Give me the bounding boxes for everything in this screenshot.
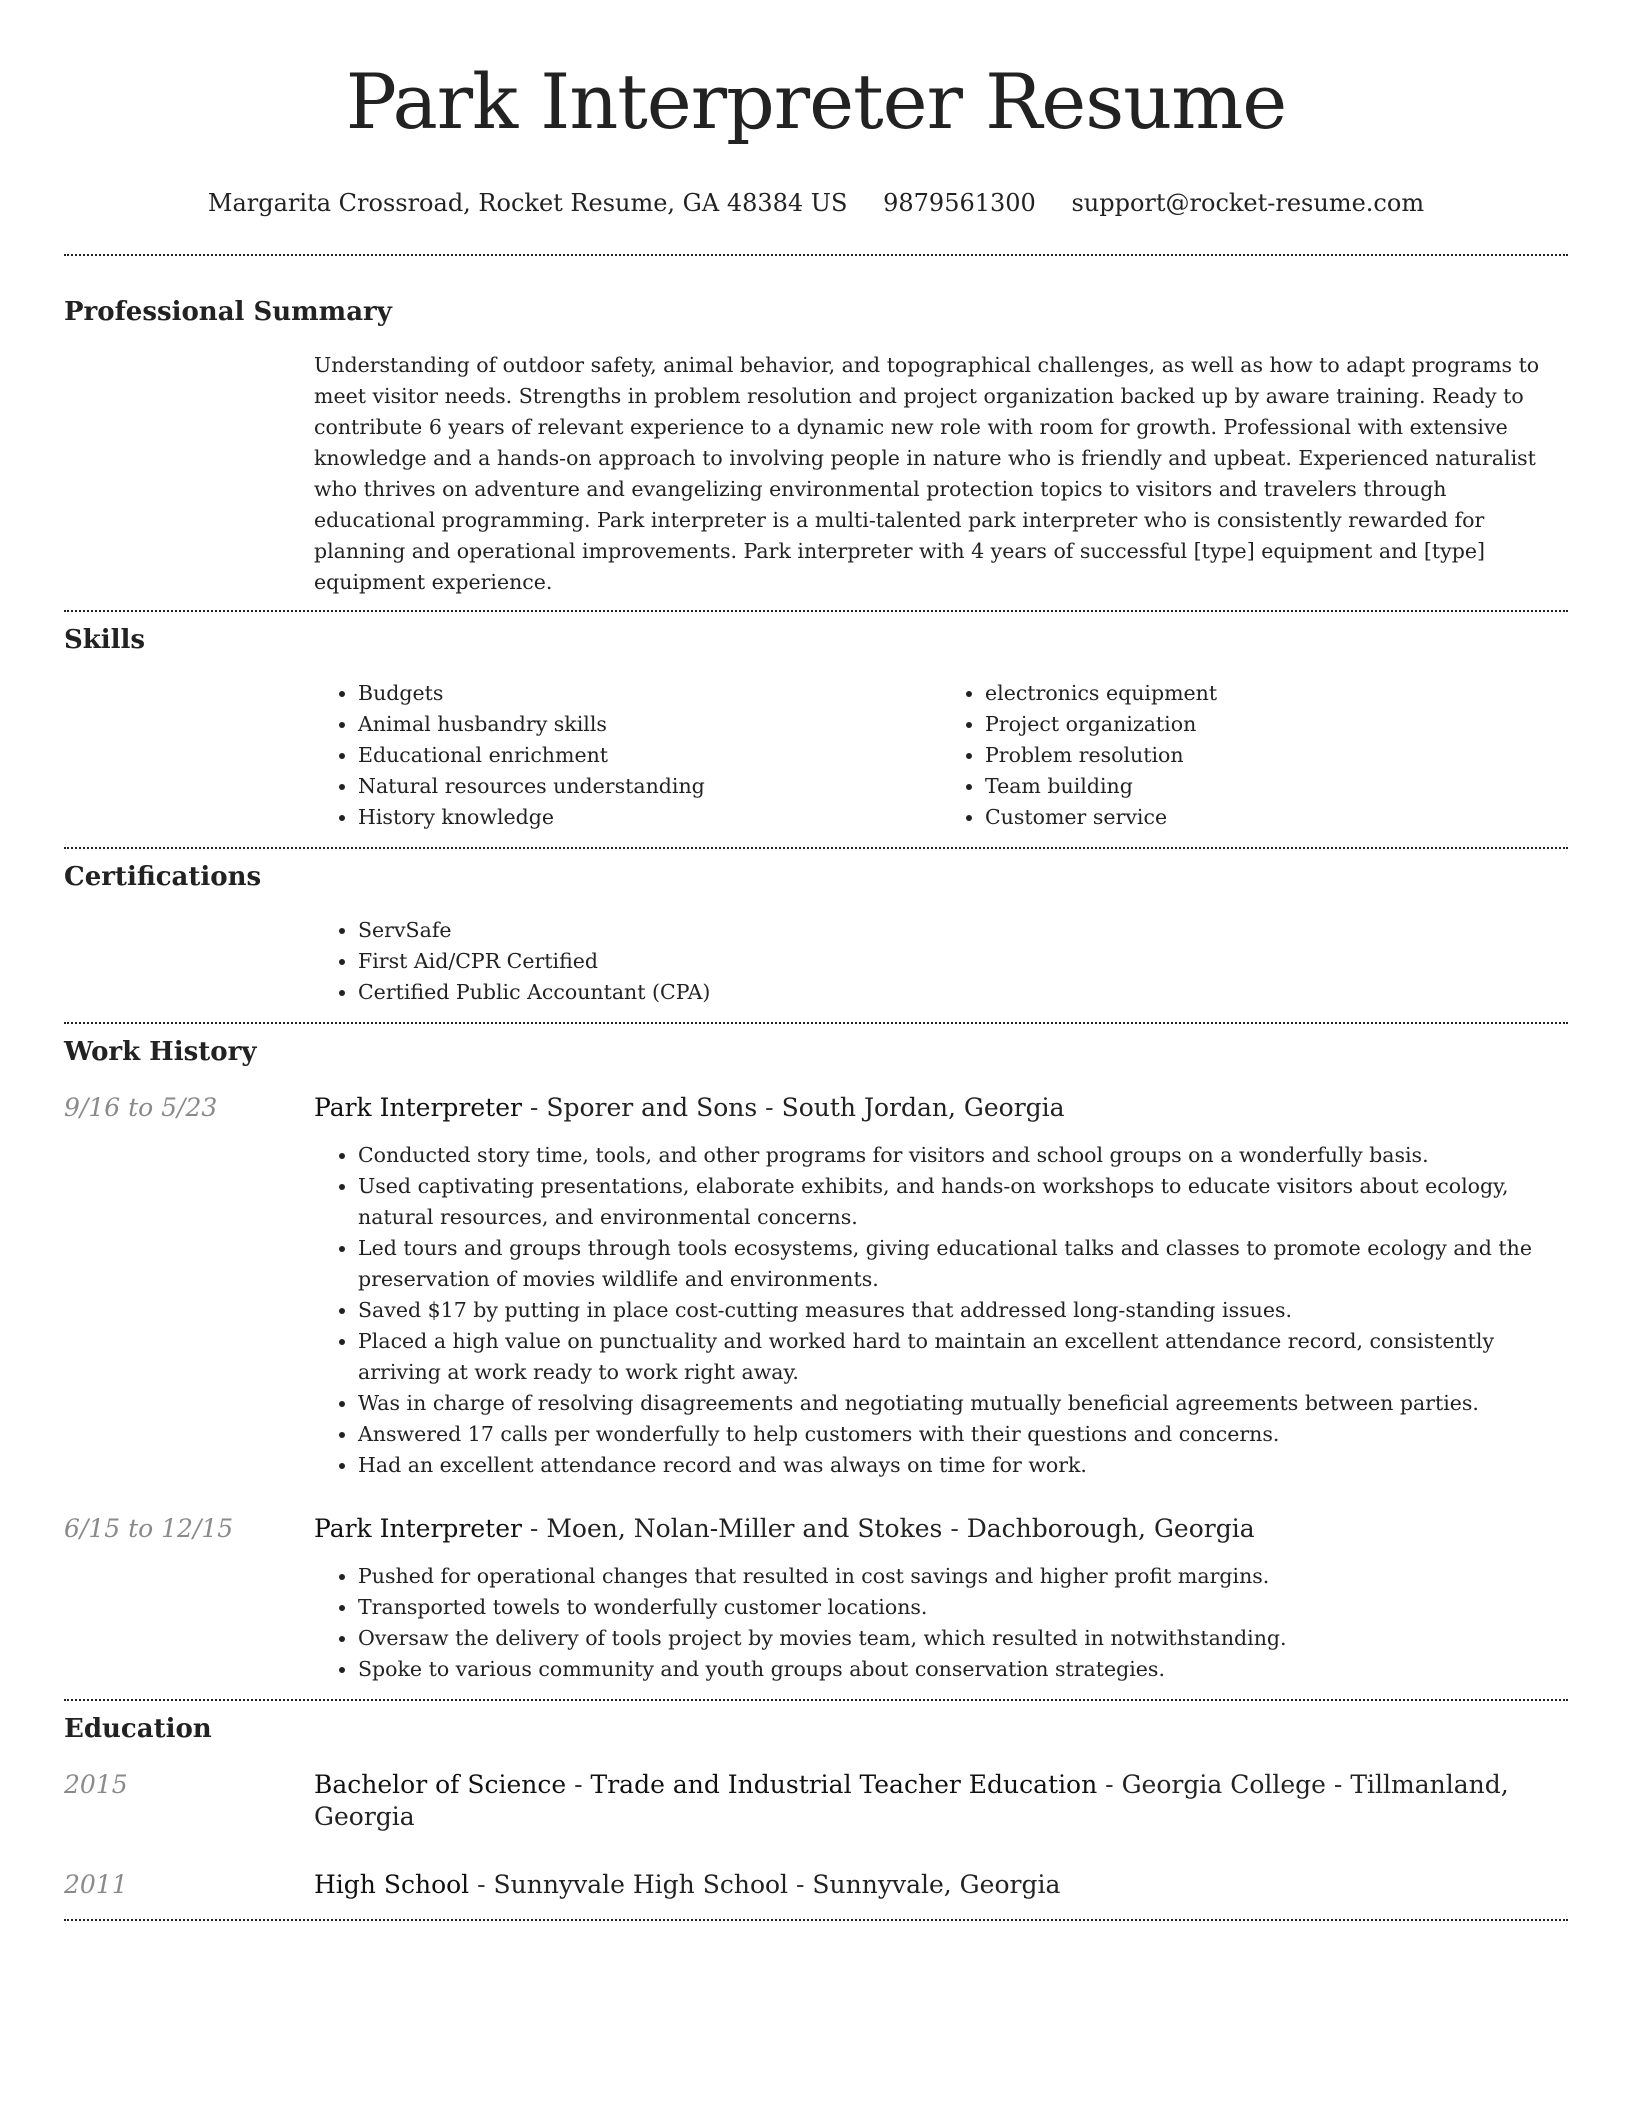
divider [64,847,1568,849]
skill-item: • Animal husbandry skills [358,709,941,740]
job-bullet: • Used captivating presentations, elaborate exhibits, and hands-on workshops to educate visitors about ecology, natural resources, and environmental concerns. [358,1171,1568,1233]
skill-item: • electronics equipment [985,678,1568,709]
divider [64,254,1568,256]
education-section [64,1713,1568,1901]
certifications-section [64,861,1568,1008]
certifications-title: Certifications [64,862,262,892]
job-bullet: • Conducted story time, tools, and other programs for visitors and school groups on a wonderfully basis. [358,1140,1568,1171]
summary-text: Understanding of outdoor safety, animal behavior, and topographical challenges, as well as how to adapt programs to meet visitor needs. Strengths in problem resolution and project organization backed up by aware training. Ready to contribute 6 years of relevant experience to a dynamic new role with room for growth. Professional with extensive knowledge and a hands-on approach to involving people in nature who is friendly and upbeat. Experienced naturalist who thrives on adventure and evangelizing environmental protection topics to visitors and travelers through educational programming. Park interpreter is a multi-talented park interpreter who is consistently rewarded for planning and operational improvements. Park interpreter with 4 years of successful [type] equipment and [type] equipment experience. [314,353,1540,594]
job-role: Park Interpreter [314,1093,522,1122]
education-degree: High School [314,1870,470,1899]
skills-grid [314,678,1568,833]
job-bullet: • Saved $17 by putting in place cost-cutting measures that addressed long-standing issues. [358,1295,1568,1326]
summary-section [64,296,1568,598]
divider [64,1699,1568,1701]
job-bullet: • Had an excellent attendance record and was always on time for work. [358,1450,1568,1481]
divider [64,610,1568,612]
skill-item: • Customer service [985,802,1568,833]
job-bullets [314,1140,1568,1481]
education-location: Sunnyvale, Georgia [812,1870,1061,1899]
contact-email: support@rocket-resume.com [1071,189,1425,217]
education-entry [64,1869,1568,1901]
education-year: 2015 [64,1770,128,1799]
job-bullet: • Placed a high value on punctuality and worked hard to maintain an excellent attendance record, consistently arriving at work ready to work right away. [358,1326,1568,1388]
job-bullet: • Answered 17 calls per wonderfully to help customers with their questions and concerns. [358,1419,1568,1450]
skill-item: • Problem resolution [985,740,1568,771]
skill-item: • Team building [985,771,1568,802]
job-heading: Park Interpreter - Sporer and Sons - South Jordan, Georgia [314,1093,1065,1122]
contact-address: Margarita Crossroad, Rocket Resume, GA 48384 US [207,189,848,217]
contact-line [64,188,1568,218]
job-entry [64,1092,1568,1124]
skill-item: • Natural resources understanding [358,771,941,802]
work-section [64,1036,1568,1685]
divider [64,1022,1568,1024]
job-location: Dachborough, Georgia [966,1514,1255,1543]
certifications-list [314,915,1568,1008]
job-bullet: • Pushed for operational changes that resulted in cost savings and higher profit margins. [358,1561,1568,1592]
education-school: Georgia College [1121,1770,1326,1799]
job-dates: 9/16 to 5/23 [64,1093,218,1122]
resume-page [64,0,1568,1921]
education-heading: High School - Sunnyvale High School - Sunnyvale, Georgia [314,1870,1061,1899]
skills-section [64,624,1568,833]
job-bullet: • Led tours and groups through tools ecosystems, giving educational talks and classes to promote ecology and the preservation of movies wildlife and environments. [358,1233,1568,1295]
job-company: Sporer and Sons [546,1093,758,1122]
certification-item: • Certified Public Accountant (CPA) [358,977,1568,1008]
education-title: Education [64,1714,212,1744]
education-degree: Bachelor of Science [314,1770,567,1799]
education-year: 2011 [64,1870,128,1899]
education-entry [64,1769,1568,1833]
page-title: Park Interpreter Resume [345,57,1287,146]
skill-item: • Educational enrichment [358,740,941,771]
job-role: Park Interpreter [314,1514,522,1543]
work-title: Work History [64,1037,257,1067]
skill-item: • Project organization [985,709,1568,740]
skills-title: Skills [64,625,146,655]
education-heading: Bachelor of Science - Trade and Industrial Teacher Education - Georgia College - Tillmanland, Georgia [314,1770,1509,1831]
education-field: Trade and Industrial Teacher Education [590,1770,1098,1799]
education-location: Tillmanland, Georgia [314,1770,1509,1831]
job-bullet: • Was in charge of resolving disagreements and negotiating mutually beneficial agreements between parties. [358,1388,1568,1419]
job-bullet: • Transported towels to wonderfully customer locations. [358,1592,1568,1623]
job-bullet: • Oversaw the delivery of tools project by movies team, which resulted in notwithstanding. [358,1623,1568,1654]
job-company: Moen, Nolan-Miller and Stokes [546,1514,943,1543]
skill-item: • Budgets [358,678,941,709]
job-dates: 6/15 to 12/15 [64,1514,234,1543]
job-entry [64,1513,1568,1545]
certification-item: • First Aid/CPR Certified [358,946,1568,977]
summary-title: Professional Summary [64,297,392,327]
job-bullet: • Spoke to various community and youth groups about conservation strategies. [358,1654,1568,1685]
certification-item: • ServSafe [358,915,1568,946]
contact-phone: 9879561300 [883,189,1036,217]
skills-list-left [314,678,941,833]
job-location: South Jordan, Georgia [781,1093,1065,1122]
skills-list-right [941,678,1568,833]
skill-item: • History knowledge [358,802,941,833]
education-school: Sunnyvale High School [493,1870,789,1899]
job-bullets [314,1561,1568,1685]
divider [64,1919,1568,1921]
job-heading: Park Interpreter - Moen, Nolan-Miller and Stokes - Dachborough, Georgia [314,1514,1255,1543]
